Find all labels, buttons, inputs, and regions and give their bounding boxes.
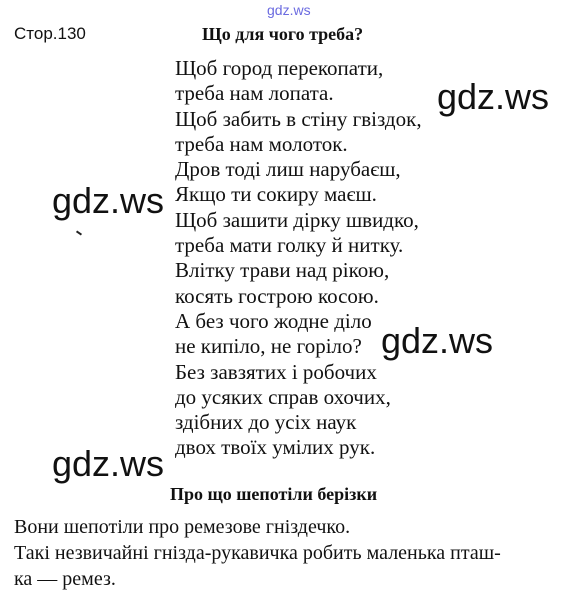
poem-title: Що для чого треба? [202,24,364,44]
prose-line: Такі незвичайні гнізда-рукавичка робить маленька пташ- [14,542,501,564]
poem-line: треба нам лопата. [175,81,334,106]
poem-line: Щоб зашити дірку швидко, [175,207,419,232]
prose-line: Вони шепотіли про ремезове гніздечко. [14,516,351,538]
poem-line: А без чого жодне діло [175,308,372,333]
poem-line: здібних до усіх наук [175,410,357,435]
poem-line: Щоб забить в стіну гвіздок, [175,106,422,131]
poem-line: Якщо ти сокиру маєш. [175,182,377,207]
section-title: Про що шепотіли берізки [170,484,378,504]
poem-line: не кипіло, не горіло? [175,334,362,359]
poem-line: до усяких справ охочих, [175,384,391,409]
scan-speck [76,230,82,235]
watermark: gdz.ws [52,443,165,484]
poem [175,56,422,461]
prose [14,514,584,592]
poem-line: треба нам молоток. [175,131,348,156]
watermark: gdz.ws [381,320,494,361]
poem-line: косять гострою косою. [175,283,379,308]
poem-line: Дров тоді лиш нарубаєш, [175,157,401,182]
watermark: gdz.ws [52,180,165,221]
watermark: gdz.ws [437,76,550,117]
poem-line: треба мати голку й нитку. [175,233,404,258]
prose-line: ка — ремез. [14,568,116,590]
poem-line: Щоб город перекопати, [175,56,384,80]
poem-line: двох твоїх умілих рук. [175,435,376,460]
page-reference: Стор.130 [14,24,86,43]
poem-line: Без завзятих і робочих [175,359,377,384]
poem-line: Влітку трави над рікою, [175,258,390,283]
watermark-top: gdz.ws [267,2,311,18]
